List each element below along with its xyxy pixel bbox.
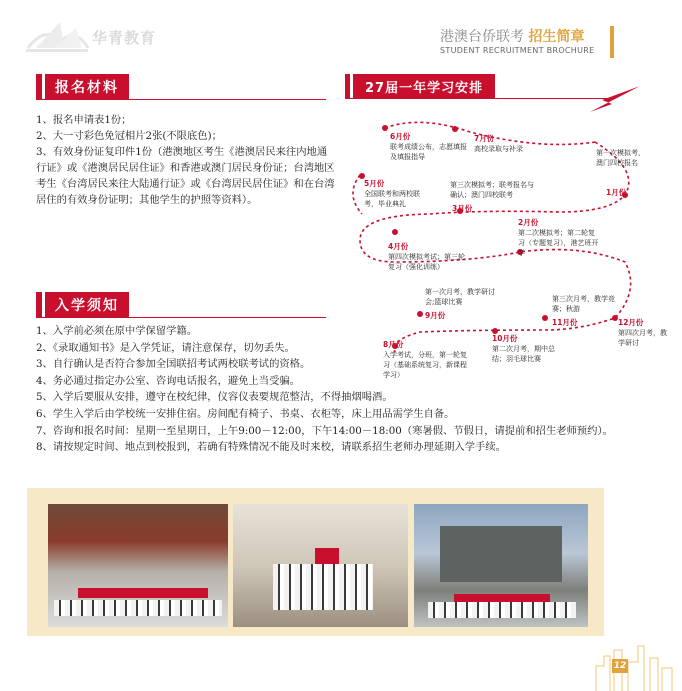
list-item: 8、请按规定时间、地点到校报到，若确有特殊情况不能及时来校，请联系招生老师办理延期入学手续。 — [36, 441, 506, 454]
timeline-entry: 12月份 第四次月考，教学研讨 — [618, 318, 667, 347]
skyline-icon — [594, 636, 674, 691]
timeline-entry: 3月份 第三次模拟考；联考报名与确认；澳门四校联考 — [450, 181, 534, 213]
list-item: 3、有效身份证复印件1份（港澳地区考生《港澳居民来往内地通行证》或《港澳居民居住证》和香港或澳门居民身份证；台湾地区考生《台湾居民来往大陆通行证》或《台湾居民居住证》和在台湾居住的有效身份证明；其他学生的护照等资料）。 — [36, 146, 335, 206]
timeline-entry: 4月份 第四次模拟考试；第三轮复习（强化训练） — [388, 242, 465, 271]
header-title-main: 港澳台侨联考 — [440, 29, 524, 45]
photo-university-gate — [414, 504, 588, 627]
notes-heading-rule — [36, 317, 326, 318]
list-item: 4、务必通过指定办公室、咨询电话报名，避免上当受骗。 — [36, 374, 300, 387]
list-item: 1、报名申请表1份； — [36, 114, 132, 126]
timeline-dot — [382, 125, 388, 131]
list-item: 5、入学后要服从安排，遵守在校纪律，仪容仪表要规范整洁，不得抽烟喝酒。 — [36, 391, 393, 404]
timeline-dot — [542, 315, 548, 321]
list-item: 3、自行确认是否符合参加全国联招考试两校联考试的资格。 — [36, 358, 311, 371]
timeline-entry: 10月份 第二次月考，期中总结；羽毛球比赛 — [492, 334, 555, 363]
list-item: 7、咨询和报名时间：星期一至星期日，上午9:00－12:00，下午14:00－18:00（寒暑假、节假日，请提前和招生老师预约）。 — [36, 424, 613, 437]
header-title-accent: 招生简章 — [528, 29, 585, 45]
timeline-entry: 6月份 联考成绩公布，志愿填报及填报指导 — [390, 132, 467, 161]
list-item: 2、《录取通知书》是入学凭证，请注意保存，切勿丢失。 — [36, 341, 295, 354]
timeline-entry: 第一次月考，教学研讨会;篮球比赛 9月份 — [425, 288, 495, 320]
timeline-entry: 第一次模拟考，澳门四校报名 1月份 — [596, 149, 645, 197]
timeline-dot — [392, 229, 398, 235]
timeline-dot — [417, 311, 423, 317]
brand-name: 华青教育 — [92, 29, 157, 47]
timeline-entry: 2月份 第二次模拟考；第二轮复习（专题复习），港艺班开学 — [518, 218, 599, 257]
timeline-entry: 7月份 高校录取与补录 — [474, 134, 523, 153]
header-subtitle: STUDENT RECRUITMENT BROCHURE — [440, 46, 595, 55]
timeline-entry: 8月份 入学考试，分班，第一轮复习（基础系统复习，新课程学习） — [383, 340, 467, 379]
notes-heading — [36, 292, 129, 317]
arrow-icon — [590, 86, 640, 112]
photo-campus-group — [48, 504, 228, 627]
timeline-entry: 5月份 全国联考和两校联考，毕业典礼 — [364, 179, 420, 208]
timeline-entry: 第三次月考，教学竞赛；秋游 11月份 — [552, 295, 615, 327]
schedule-heading-label: 27届一年学习安排 — [353, 74, 495, 98]
notes-list — [36, 323, 636, 456]
page-number: 12 — [613, 661, 627, 671]
photo-award-ceremony — [233, 504, 408, 627]
list-item: 2、大一寸彩色免冠相片2张(不限底色)； — [36, 130, 222, 142]
list-item: 1、入学前必须在原中学保留学籍。 — [36, 325, 198, 337]
list-item: 6、学生入学后由学校统一安排住宿。房间配有椅子、书桌、衣柜等，床上用品需学生自备。 — [36, 407, 455, 420]
notes-heading-label: 入学须知 — [45, 292, 129, 317]
materials-heading-label: 报名材料 — [45, 74, 129, 99]
